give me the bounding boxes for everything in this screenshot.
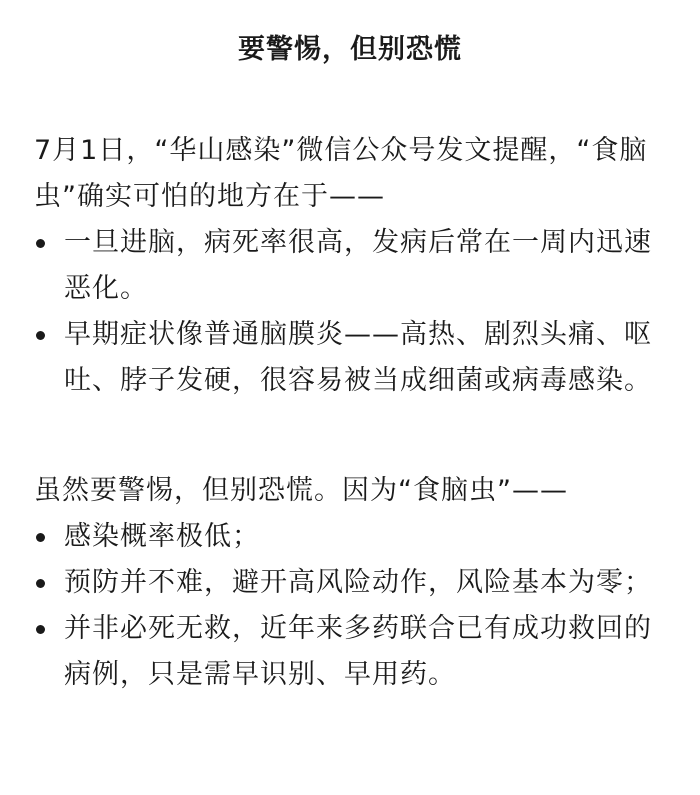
list-item-text: 预防并不难，避开高风险动作，风险基本为零； [64,567,652,598]
list-item [34,312,666,404]
list-item-text: 一旦进脑，病死率很高，发病后常在一周内迅速恶化。 [64,227,652,304]
list-item [34,560,666,606]
section2-bullet-list [34,514,666,698]
list-item [34,514,666,560]
list-item [34,220,666,312]
section1-bullet-list [34,220,666,404]
list-item-text: 并非必死无救，近年来多药联合已有成功救回的病例，只是需早识别、早用药。 [64,613,652,690]
list-item-text: 早期症状像普通脑膜炎——高热、剧烈头痛、呕吐、脖子发硬，很容易被当成细菌或病毒感染。 [64,319,652,396]
section2-intro: 虽然要警惕，但别恐慌。因为“食脑虫”—— [34,475,568,506]
list-item [34,606,666,698]
bullet-dot-icon [36,239,45,248]
list-item-text: 感染概率极低； [64,521,260,552]
section1-intro: 7月1日，“华山感染”微信公众号发文提醒，“食脑虫”确实可怕的地方在于—— [34,135,648,212]
bullet-dot-icon [36,331,45,340]
bullet-dot-icon [36,533,45,542]
bullet-dot-icon [36,625,45,634]
article-title: 要警惕，但别恐慌 [238,34,462,65]
bullet-dot-icon [36,579,45,588]
